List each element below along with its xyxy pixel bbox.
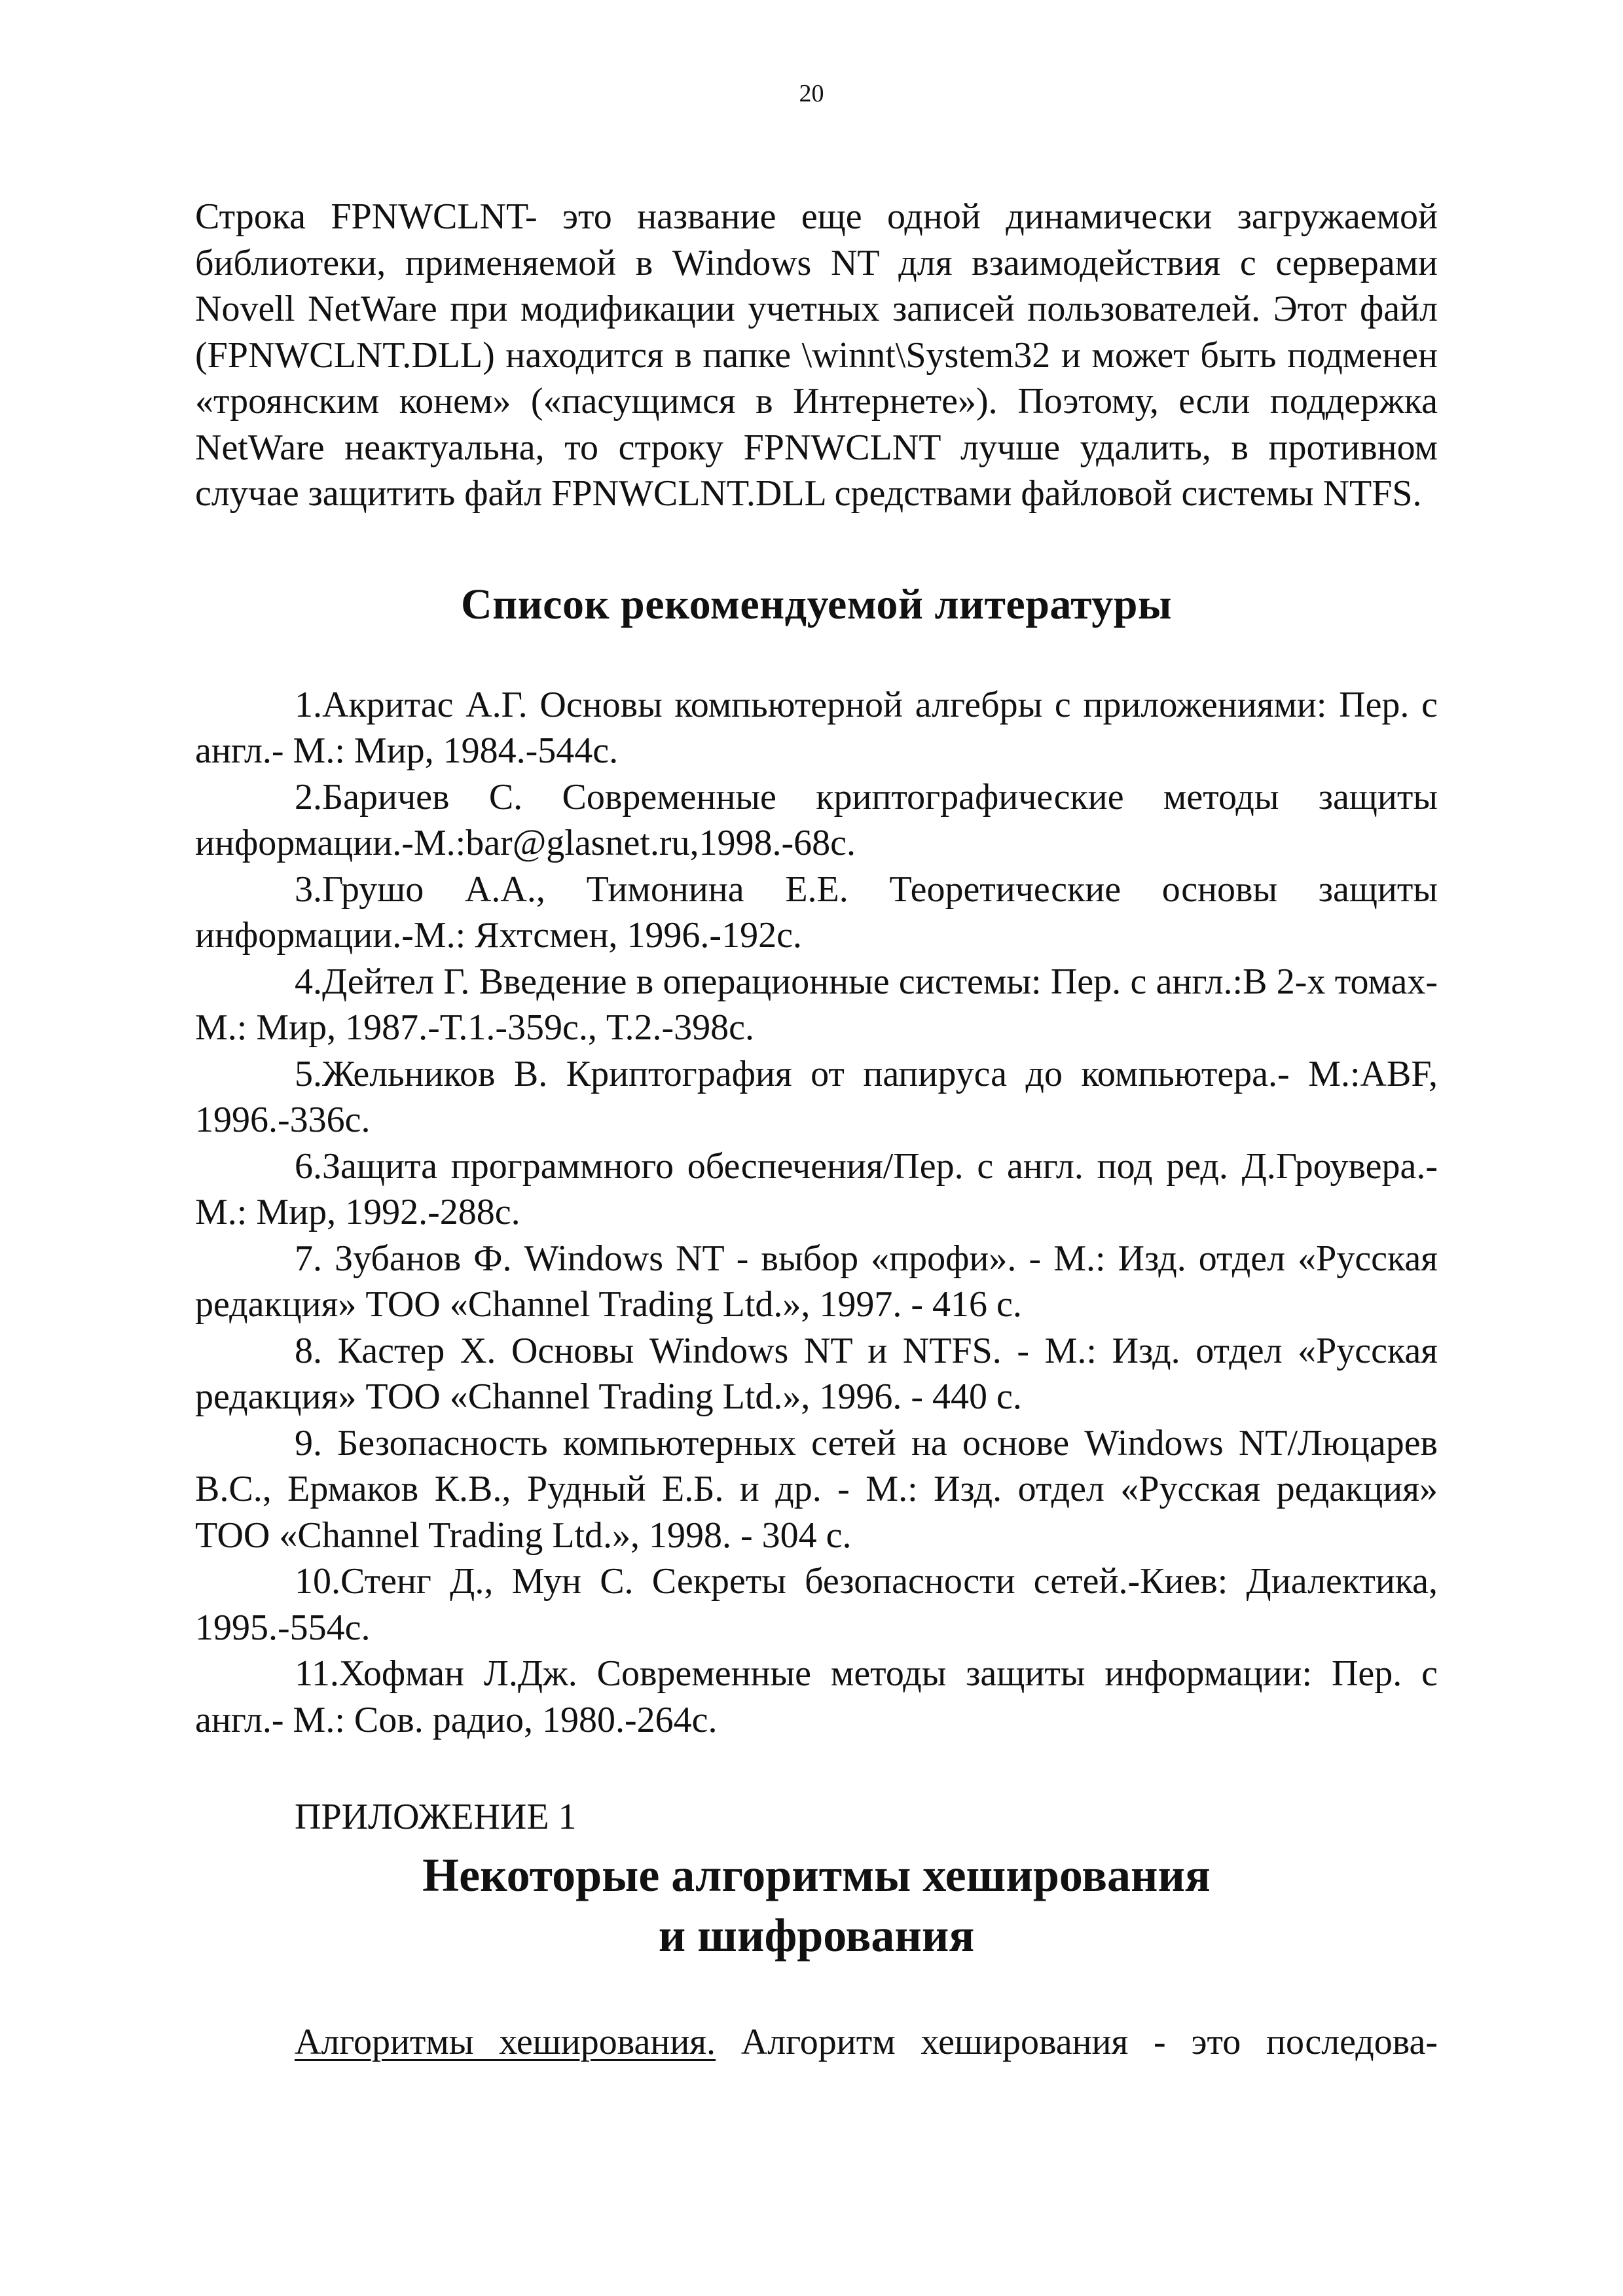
reference-item: 8. Кастер Х. Основы Windows NT и NTFS. - М.: Изд. отдел «Русская редакция» ТОО «Channel Trading Ltd.», 1996. - 440 с. [195,1330,1438,1417]
subsection-heading: Алгоритмы хеширования. [295,2022,716,2062]
reference-item: 4.Дейтел Г. Введение в операционные системы: Пер. с англ.:В 2-х томах- М.: Мир, 1987.-Т.1.-359с., Т.2.-398с. [195,961,1438,1048]
reference-item: 11.Хофман Л.Дж. Современные методы защиты информации: Пер. с англ.- М.: Сов. радио, 1980.-264с. [195,1653,1438,1740]
appendix-title-line2: и шифрования [658,1909,975,1962]
subsection-text: Алгоритм хеширования - это последова- [716,2022,1438,2062]
reference-item: 2.Баричев С. Современные криптографические методы защиты информации.-М.:bar@glasnet.ru,1998.-68с. [195,776,1438,863]
reference-item: 10.Стенг Д., Мун С. Секреты безопасности сетей.-Киев: Диалектика, 1995.-554с. [195,1561,1438,1648]
appendix-title-line1: Некоторые алгоритмы хеширования [422,1849,1211,1901]
reference-item: 9. Безопасность компьютерных сетей на основе Windows NT/Люцарев В.С., Ермаков К.В., Рудный Е.Б. и др. - М.: Изд. отдел «Русская редакция» ТОО «Channel Trading Ltd.», 1998. - 304 с. [195,1422,1438,1556]
references-title: Список рекомендуемой литературы [460,580,1173,628]
references-list [195,682,1438,1744]
reference-item: 1.Акритас А.Г. Основы компьютерной алгебры с приложениями: Пер. с англ.- М.: Мир, 1984.-544с. [195,684,1438,771]
reference-item: 6.Защита программного обеспечения/Пер. с англ. под ред. Д.Гроувера.- М.: Мир, 1992.-288с. [195,1145,1438,1232]
appendix-title [195,1845,1438,1965]
reference-item: 5.Жельников В. Криптография от папируса до компьютера.- М.:ABF, 1996.-336с. [195,1053,1438,1140]
subsection-paragraph [195,2019,1438,2066]
reference-item: 7. Зубанов Ф. Windows NT - выбор «профи». - М.: Изд. отдел «Русская редакция» ТОО «Channel Trading Ltd.», 1997. - 416 с. [195,1238,1438,1325]
appendix-label: ПРИЛОЖЕНИЕ 1 [295,1797,577,1837]
intro-paragraph: Строка FPNWCLNT- это название еще одной динамически загружаемой библиотеки, применяемой в Windows NT для взаимодействия с серверами Novell NetWare при модификации учетных записей пользователей. Этот файл (FPNWCLNT.DLL) находится в папке \winnt\System32 и может быть подменен «троянским конем» («пасущимся в Интернете»). Поэтому, если поддержка NetWare неактуальна, то строку FPNWCLNT лучше удалить, в противном случае защитить файл FPNWCLNT.DLL средствами файловой системы NTFS. [195,196,1438,514]
page-content [195,194,1438,2066]
page-number: 20 [799,80,824,107]
reference-item: 3.Грушо А.А., Тимонина Е.Е. Теоретические основы защиты информации.-М.: Яхтсмен, 1996.-192с. [195,869,1438,956]
